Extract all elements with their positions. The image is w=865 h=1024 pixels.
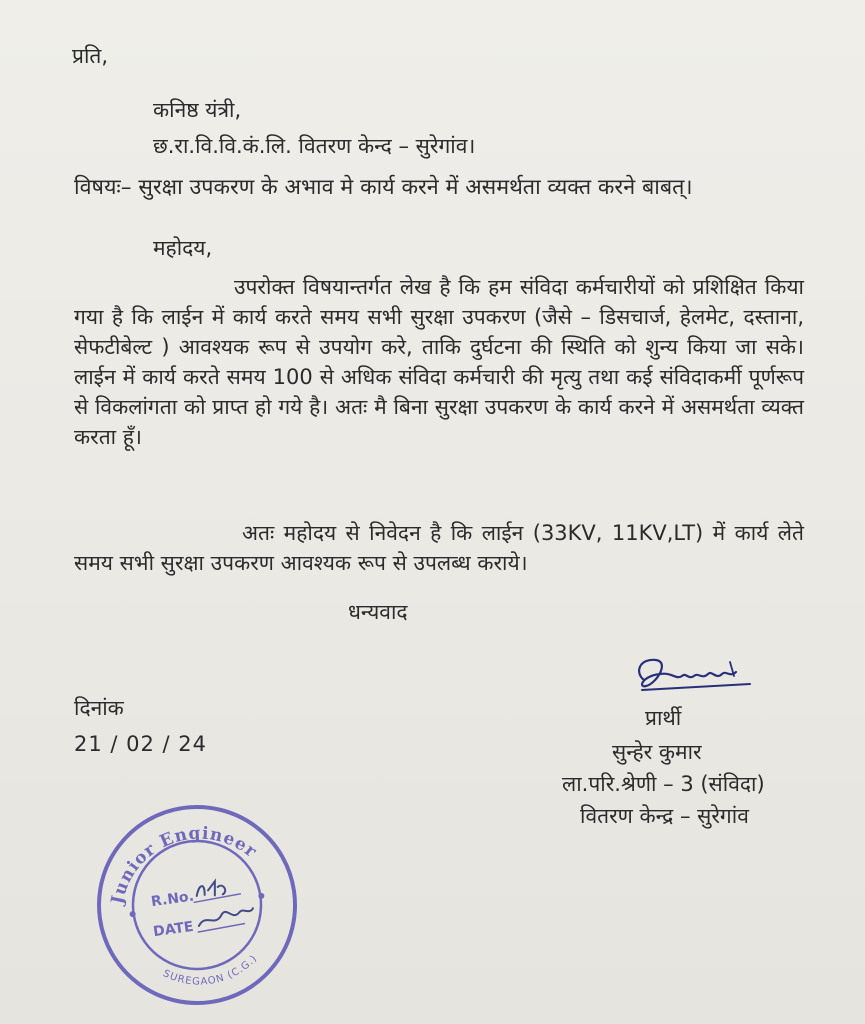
date-value: 21 / 02 / 24 bbox=[74, 732, 208, 756]
sender-name: सुन्हेर कुमार bbox=[612, 740, 702, 764]
recipient-office: छ.रा.वि.वि.कं.लि. वितरण केन्द – सुरेगांव। bbox=[153, 134, 476, 158]
sender-label: प्रार्थी bbox=[645, 706, 682, 730]
svg-text:Junior Engineer: Junior Engineer bbox=[107, 823, 261, 906]
signature-mark bbox=[626, 650, 756, 698]
greeting: महोदय, bbox=[153, 236, 213, 260]
sender-office: वितरण केन्द्र – सुरेगांव bbox=[580, 804, 749, 828]
thanks-line: धन्यवाद bbox=[348, 600, 408, 624]
date-label: दिनांक bbox=[74, 696, 124, 720]
svg-text:DATE: DATE bbox=[152, 918, 195, 941]
addressed-to: प्रति, bbox=[72, 44, 109, 68]
recipient-title: कनिष्ठ यंत्री, bbox=[153, 98, 242, 122]
svg-text:SUREGAON (C.G.): SUREGAON (C.G.) bbox=[161, 952, 260, 988]
svg-text:R.No.: R.No. bbox=[150, 888, 195, 911]
sender-designation: ला.परि.श्रेणी – 3 (संविदा) bbox=[562, 772, 765, 796]
letter-subject: विषयः– सुरक्षा उपकरण के अभाव मे कार्य करने में असमर्थता व्यक्त करने बाबत्। bbox=[74, 175, 693, 200]
body-paragraph-2: अतः महोदय से निवेदन है कि लाईन (33KV, 11KV,LT) में कार्य लेते समय सभी सुरक्षा उपकरण आवश्यक रूप से उपलब्ध कराये। bbox=[74, 521, 804, 575]
received-stamp bbox=[92, 800, 302, 1010]
body-paragraph-1: उपरोक्त विषयान्तर्गत लेख है कि हम संविदा कर्मचारीयों को प्रशिक्षित किया गया है कि लाईन में कार्य करते समय सभी सुरक्षा उपकरण (जैसे – डिसचार्ज, हेलमेट, दस्ताना, सेफटीबेल्ट ) आवश्यक रूप से उपयोग करे, ताकि दुर्घटना की स्थिति को शुन्य किया जा सके। लाईन में कार्य करते समय 100 से अधिक संविदा कर्मचारी की मृत्यु तथा कई संविदाकर्मी पूर्णरूप से विकलांगता को प्राप्त हो गये है। अतः मै बिना सुरक्षा उपकरण के कार्य करने में असमर्थता व्यक्त करता हूँ। bbox=[74, 275, 804, 449]
